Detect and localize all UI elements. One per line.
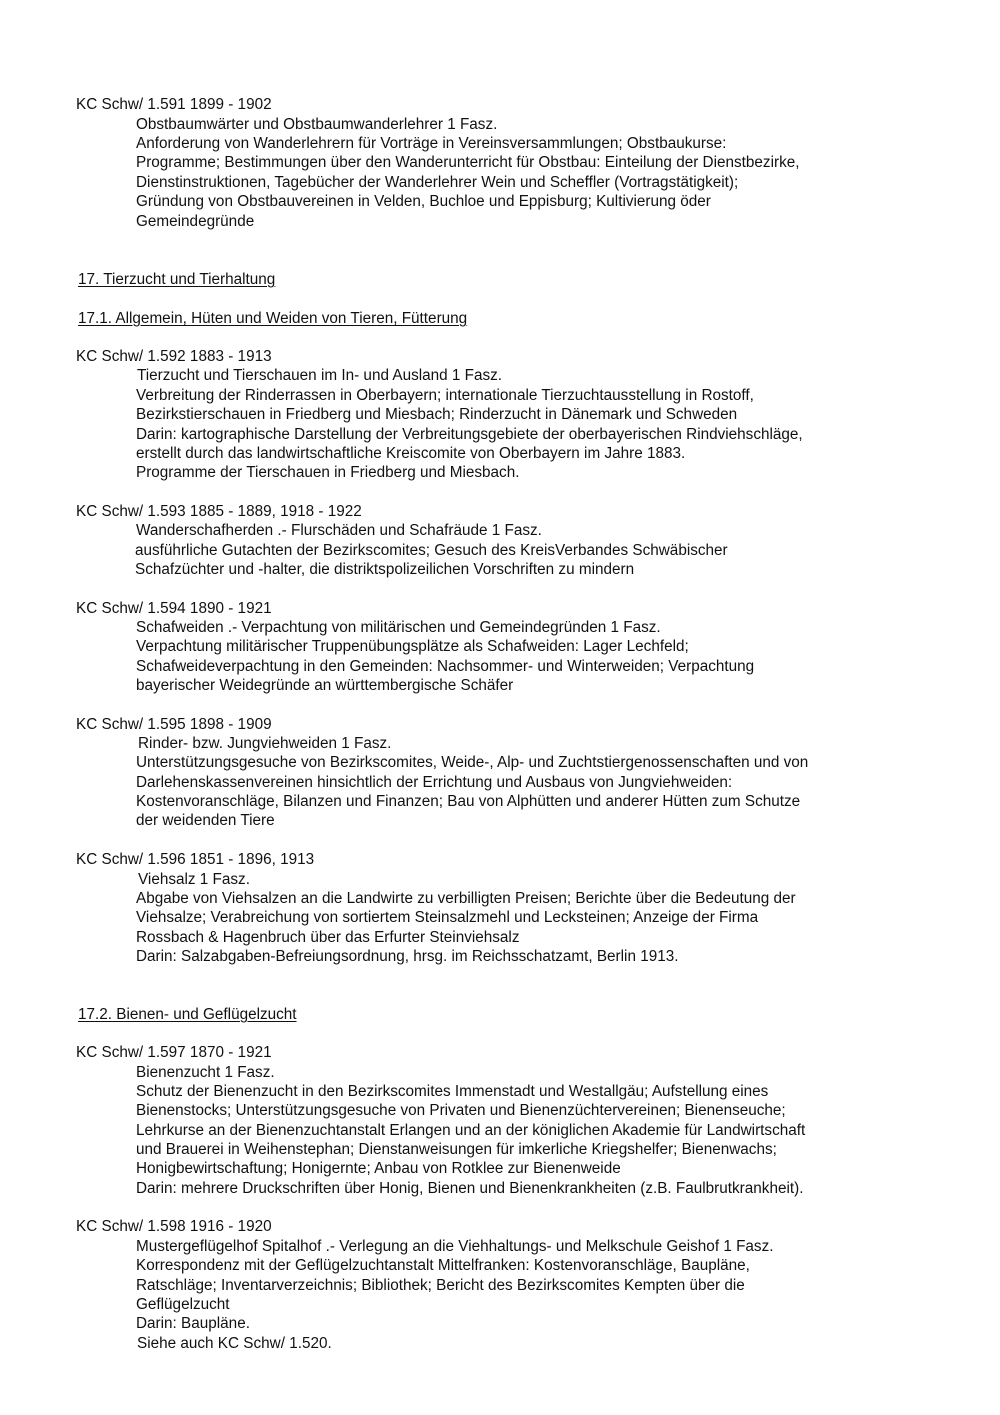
entry-text: Schafweideverpachtung in den Gemeinden: Nachsommer- und Winterweiden; Verpachtung [136, 658, 755, 675]
entry-signature: KC Schw/ 1.594 1890 - 1921 [76, 600, 272, 617]
entry-text: Lehrkurse an der Bienenzuchtanstalt Erlangen und an der königlichen Akademie für Landwirtschaft [136, 1122, 806, 1139]
entry-text: Anforderung von Wanderlehrern für Vorträge in Vereinsversammlungen; Obstbaukurse: [136, 135, 727, 152]
entry-text: Abgabe von Viehsalzen an die Landwirte zu verbilligten Preisen; Berichte über die Bedeutung der [136, 890, 796, 907]
entry-text: Korrespondenz mit der Geflügelzuchtanstalt Mittelfranken: Kostenvoranschläge, Baupläne, [136, 1257, 750, 1274]
entry-text: Viehsalze; Verabreichung von sortiertem Steinsalzmehl und Lecksteinen; Anzeige der Firma [136, 909, 759, 926]
entry-signature: KC Schw/ 1.597 1870 - 1921 [76, 1044, 272, 1061]
entry-title: Mustergeflügelhof Spitalhof .- Verlegung an die Viehhaltungs- und Melkschule Geishof 1 Fasz. [136, 1238, 774, 1255]
entry-text: Verpachtung militärischer Truppenübungsplätze als Schafweiden: Lager Lechfeld; [136, 638, 689, 655]
subsection-heading: 17.2. Bienen- und Geflügelzucht [78, 1006, 297, 1023]
entry-text: und Brauerei in Weihenstephan; Dienstanweisungen für imkerliche Kriegshelfer; Bienenwachs; [136, 1141, 777, 1158]
entry-signature: KC Schw/ 1.596 1851 - 1896, 1913 [76, 851, 315, 868]
entry-signature: KC Schw/ 1.593 1885 - 1889, 1918 - 1922 [76, 503, 362, 520]
entry-title: Tierzucht und Tierschauen im In- und Ausland 1 Fasz. [137, 367, 503, 384]
entry-text: Verbreitung der Rinderrassen in Oberbayern; internationale Tierzuchtausstellung in Rostoff, [136, 387, 754, 404]
entry-text: Honigbewirtschaftung; Honigernte; Anbau von Rotklee zur Bienenweide [136, 1160, 621, 1177]
entry-text: Schafzüchter und -halter, die distriktspolizeilichen Vorschriften zu mindern [135, 561, 635, 578]
entry-text: Rossbach & Hagenbruch über das Erfurter Steinviehsalz [136, 929, 520, 946]
entry-title: Schafweiden .- Verpachtung von militärischen und Gemeindegründen 1 Fasz. [136, 619, 661, 636]
entry-text: Programme; Bestimmungen über den Wanderunterricht für Obstbau: Einteilung der Dienstbezirke, [136, 154, 800, 171]
entry-text: Bezirkstierschauen in Friedberg und Miesbach; Rinderzucht in Dänemark und Schweden [136, 406, 738, 423]
entry-text: Darin: mehrere Druckschriften über Honig, Bienen und Bienenkrankheiten (z.B. Faulbrutkrankheit). [136, 1180, 804, 1197]
entry-text: Darlehenskassenvereinen hinsichtlich der Errichtung und Ausbaus von Jungviehweiden: [136, 774, 733, 791]
entry-text: Schutz der Bienenzucht in den Bezirkscomites Immenstadt und Westallgäu; Aufstellung eines [136, 1083, 769, 1100]
entry-text: Darin: kartographische Darstellung der Verbreitungsgebiete der oberbayerischen Rindviehschläge, [136, 426, 803, 443]
entry-signature: KC Schw/ 1.592 1883 - 1913 [76, 348, 272, 365]
entry-signature: KC Schw/ 1.591 1899 - 1902 [76, 96, 272, 113]
entry-text: Gründung von Obstbauvereinen in Velden, Buchloe und Eppisburg; Kultivierung öder [136, 193, 711, 210]
entry-title: Obstbaumwärter und Obstbaumwanderlehrer 1 Fasz. [136, 116, 498, 133]
entry-text: Unterstützungsgesuche von Bezirkscomites, Weide-, Alp- und Zuchtstiergenossenschaften und von [136, 754, 809, 771]
entry-title: Viehsalz 1 Fasz. [138, 871, 250, 888]
entry-title: Rinder- bzw. Jungviehweiden 1 Fasz. [138, 735, 392, 752]
entry-text: Gemeindegründe [136, 213, 255, 230]
entry-text: ausführliche Gutachten der Bezirkscomites; Gesuch des KreisVerbandes Schwäbischer [135, 542, 728, 559]
entry-text: Bienenstocks; Unterstützungsgesuche von Privaten und Bienenzüchtervereinen; Bienenseuche; [136, 1102, 786, 1119]
subsection-heading: 17.1. Allgemein, Hüten und Weiden von Tieren, Fütterung [78, 310, 468, 327]
section-heading: 17. Tierzucht und Tierhaltung [78, 271, 276, 288]
entry-text: Geflügelzucht [136, 1296, 230, 1313]
entry-title: Wanderschafherden .- Flurschäden und Schafräude 1 Fasz. [136, 522, 542, 539]
entry-signature: KC Schw/ 1.598 1916 - 1920 [76, 1218, 272, 1235]
entry-text: Siehe auch KC Schw/ 1.520. [137, 1335, 332, 1352]
entry-text: Programme der Tierschauen in Friedberg und Miesbach. [136, 464, 520, 481]
entry-text: bayerischer Weidegründe an württembergische Schäfer [136, 677, 514, 694]
entry-text: erstellt durch das landwirtschaftliche Kreiscomite von Oberbayern im Jahre 1883. [136, 445, 686, 462]
entry-text: Darin: Salzabgaben-Befreiungsordnung, hrsg. im Reichsschatzamt, Berlin 1913. [136, 948, 679, 965]
entry-title: Bienenzucht 1 Fasz. [136, 1064, 275, 1081]
entry-text: Dienstinstruktionen, Tagebücher der Wanderlehrer Wein und Scheffler (Vortragstätigkeit); [136, 174, 739, 191]
entry-text: Ratschläge; Inventarverzeichnis; Bibliothek; Bericht des Bezirkscomites Kempten über die [136, 1277, 745, 1294]
entry-text: Darin: Baupläne. [136, 1315, 250, 1332]
entry-signature: KC Schw/ 1.595 1898 - 1909 [76, 716, 272, 733]
entry-text: der weidenden Tiere [136, 812, 275, 829]
entry-text: Kostenvoranschläge, Bilanzen und Finanzen; Bau von Alphütten und anderer Hütten zum Schutze [136, 793, 801, 810]
